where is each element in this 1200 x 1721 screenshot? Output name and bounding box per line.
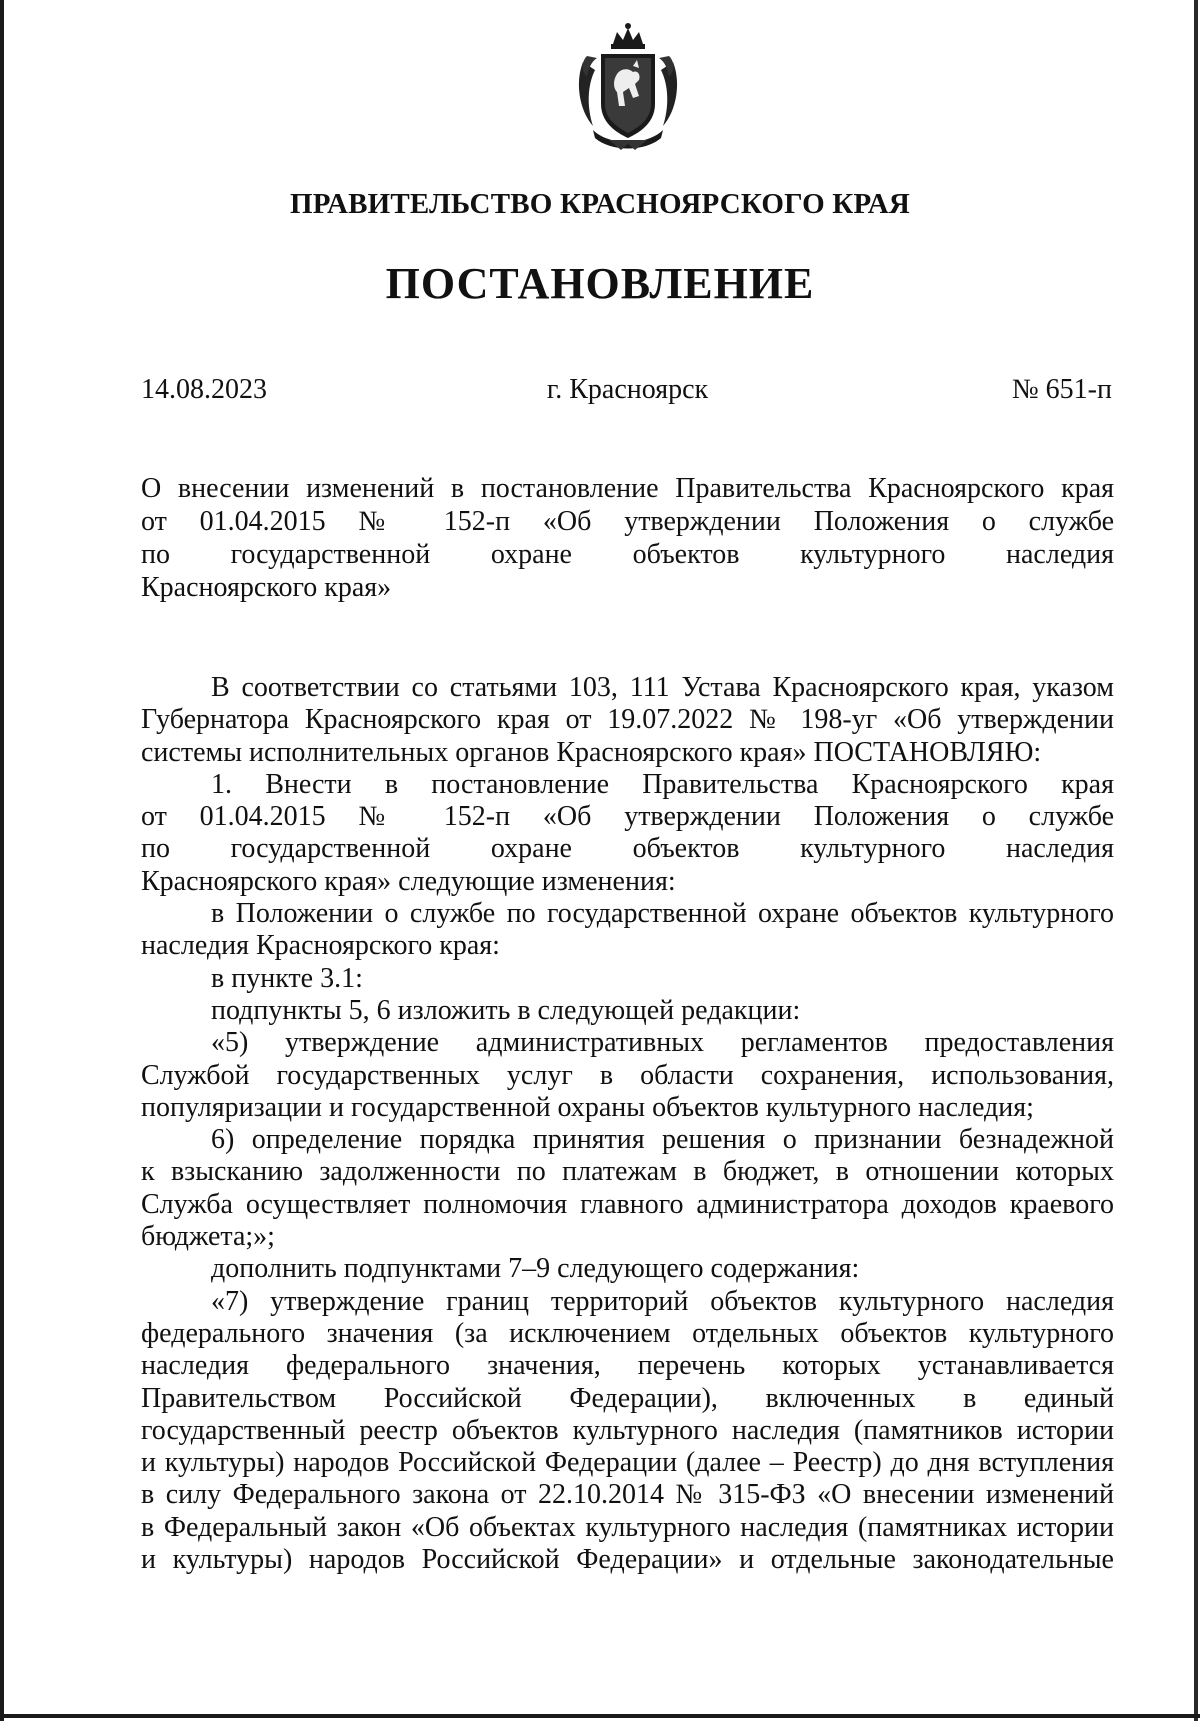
body-line: бюджета;»; <box>141 1221 275 1253</box>
body-line: наследия Красноярского края: <box>141 930 500 962</box>
body-line: дополнить подпунктами 7–9 следующего содержания: <box>211 1253 860 1285</box>
subject-line: от 01.04.2015 № 152-п «Об утверждении Положения о службе <box>141 506 1114 537</box>
document-city: г. Красноярск <box>546 374 709 405</box>
subject-line: по государственной охране объектов культурного наследия <box>141 539 1114 570</box>
document-number: № 651-п <box>1011 374 1112 405</box>
body-line: государственный реестр объектов культурного наследия (памятников истории <box>141 1414 1114 1446</box>
body-line: в силу Федерального закона от 22.10.2014 № 315-ФЗ «О внесении изменений <box>141 1479 1114 1511</box>
document-type-title: ПОСТАНОВЛЕНИЕ <box>385 259 815 308</box>
body-line: В соответствии со статьями 103, 111 Устава Красноярского края, указом <box>211 672 1114 703</box>
body-line: к взысканию задолженности по платежам в бюджет, в отношении которых <box>141 1156 1114 1188</box>
body-line: «5) утверждение административных регламентов предоставления <box>211 1027 1114 1059</box>
body-line: подпункты 5, 6 изложить в следующей редакции: <box>211 994 801 1026</box>
body-line: популяризации и государственной охраны объектов культурного наследия; <box>141 1091 1034 1123</box>
body-line: Красноярского края» следующие изменения: <box>141 865 676 897</box>
document-body <box>141 672 1114 1576</box>
body-line: системы исполнительных органов Красноярского края» ПОСТАНОВЛЯЮ: <box>141 736 1042 768</box>
subject-line: О внесении изменений в постановление Правительства Красноярского края <box>141 473 1114 504</box>
coat-of-arms-icon <box>573 22 683 154</box>
body-line: и культуры) народов Российской Федерации (далее – Реестр) до дня вступления <box>141 1447 1114 1479</box>
body-line: «7) утверждение границ территорий объектов культурного наследия <box>211 1285 1114 1317</box>
body-line: по государственной охране объектов культурного наследия <box>141 833 1114 865</box>
body-line: 6) определение порядка принятия решения о признании безнадежной <box>211 1124 1114 1156</box>
subject-line: Красноярского края» <box>141 572 392 603</box>
body-line: от 01.04.2015 № 152-п «Об утверждении Положения о службе <box>141 801 1114 833</box>
organization-title: ПРАВИТЕЛЬСТВО КРАСНОЯРСКОГО КРАЯ <box>289 188 911 220</box>
document-subject <box>141 472 1114 604</box>
body-line: в Федеральный закон «Об объектах культурного наследия (памятниках истории <box>141 1511 1114 1543</box>
body-line: в Положении о службе по государственной охране объектов культурного <box>211 898 1114 930</box>
body-line: и культуры) народов Российской Федерации» и отдельные законодательные <box>141 1544 1114 1576</box>
scan-edge-bottom <box>0 1714 1200 1718</box>
body-line: Правительством Российской Федерации), включенных в единый <box>141 1382 1114 1414</box>
body-line: в пункте 3.1: <box>211 962 363 994</box>
body-line: федерального значения (за исключением отдельных объектов культурного <box>141 1317 1114 1349</box>
document-date: 14.08.2023 <box>141 374 267 405</box>
body-line: Губернатора Красноярского края от 19.07.2022 № 198-уг «Об утверждении <box>141 704 1114 736</box>
body-line: Служба осуществляет полномочия главного администратора доходов краевого <box>141 1188 1114 1220</box>
body-line: Службой государственных услуг в области сохранения, использования, <box>141 1059 1114 1091</box>
body-line: 1. Внести в постановление Правительства Красноярского края <box>211 768 1114 800</box>
body-line: наследия федерального значения, перечень которых устанавливается <box>141 1350 1114 1382</box>
